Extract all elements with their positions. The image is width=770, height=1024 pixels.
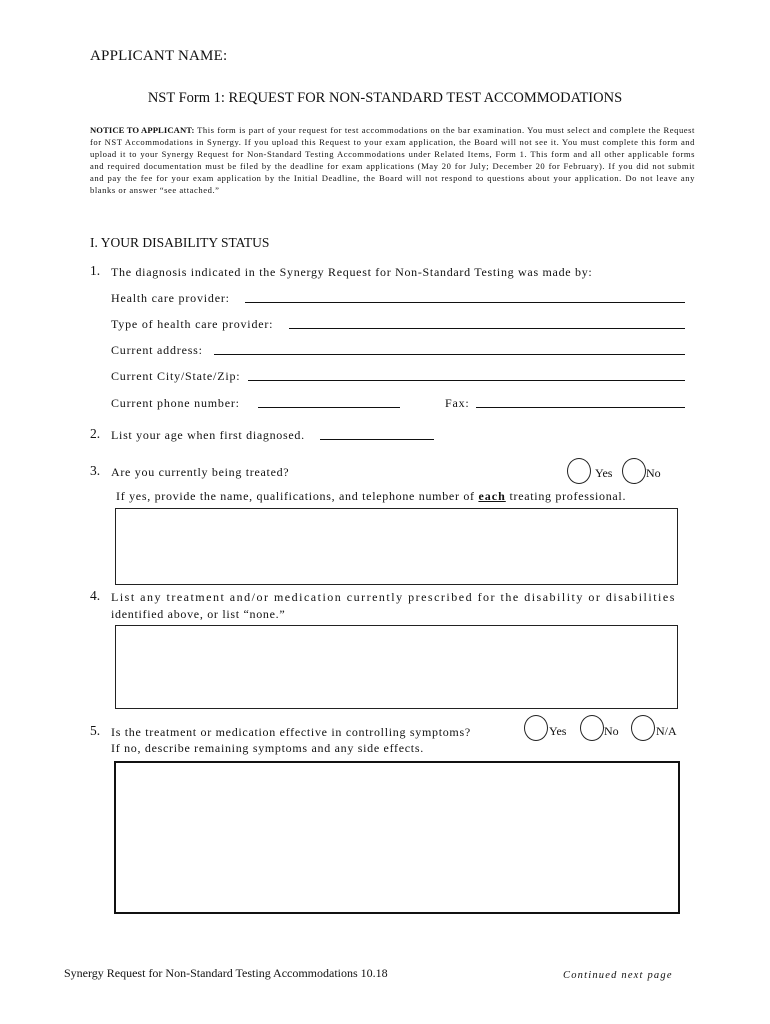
q5-yes-label: Yes xyxy=(549,724,567,738)
q1-number: 1. xyxy=(90,263,101,278)
q3-treating-professionals-box[interactable] xyxy=(115,508,678,585)
fax-label: Fax: xyxy=(445,396,470,410)
address-field[interactable] xyxy=(214,354,685,355)
age-field[interactable] xyxy=(320,439,434,440)
q3-number: 3. xyxy=(90,463,101,478)
provider-type-field[interactable] xyxy=(289,328,685,329)
q5-na-radio[interactable] xyxy=(631,715,655,741)
footer-form-id: Synergy Request for Non-Standard Testing Accommodations 10.18 xyxy=(64,966,388,980)
q5-yes-radio[interactable] xyxy=(524,715,548,741)
q5-na-label: N/A xyxy=(656,724,677,738)
section-title: I. YOUR DISABILITY STATUS xyxy=(90,235,270,250)
q5-followup: If no, describe remaining symptoms and any side effects. xyxy=(111,741,424,755)
q4-text-line2: identified above, or list “none.” xyxy=(111,607,286,621)
q1-text: The diagnosis indicated in the Synergy Request for Non-Standard Testing was made by: xyxy=(111,265,593,279)
address-label: Current address: xyxy=(111,343,203,357)
phone-label: Current phone number: xyxy=(111,396,240,410)
phone-field[interactable] xyxy=(258,407,400,408)
footer-continued: Continued next page xyxy=(563,970,673,981)
q4-text-line1: List any treatment and/or medication currently prescribed for the disability or disabilities xyxy=(111,590,676,604)
q3-no-radio[interactable] xyxy=(622,458,646,484)
q4-number: 4. xyxy=(90,588,101,603)
q3-followup-emphasis: each xyxy=(478,489,506,503)
city-state-zip-label: Current City/State/Zip: xyxy=(111,369,241,383)
q3-followup-after: treating professional. xyxy=(505,489,627,503)
q3-followup-before: If yes, provide the name, qualifications, and telephone number of xyxy=(116,489,479,503)
applicant-name-label: APPLICANT NAME: xyxy=(90,48,228,64)
q3-yes-radio[interactable] xyxy=(567,458,591,484)
q5-no-label: No xyxy=(604,724,619,738)
provider-type-label: Type of health care provider: xyxy=(111,317,274,331)
form-title: NST Form 1: REQUEST FOR NON-STANDARD TEST ACCOMMODATIONS xyxy=(147,90,623,106)
notice-lead: NOTICE TO APPLICANT: xyxy=(90,125,195,135)
q3-yes-label: Yes xyxy=(595,466,613,480)
provider-label: Health care provider: xyxy=(111,291,230,305)
q3-no-label: No xyxy=(646,466,661,480)
q5-text: Is the treatment or medication effective in controlling symptoms? xyxy=(111,725,471,739)
notice-body: This form is part of your request for test accommodations on the bar examination. You must select and complete the Request for NST Accommodations in Synergy. If you upload this Request to your exam application, the Board will not see it. You must complete this form and upload it to your Synergy Request for Non-Standard Testing Accommodations under Related Items, Form 1. This form and all other applicable forms and required documentation must be filed by the deadline for exam applications (May 20 for July; December 20 for February). If you did not submit and pay the fee for your exam application by the Initial Deadline, the Board will not respond to questions about your application. Do not leave any blanks or answer “see attached.” xyxy=(90,125,695,196)
notice-paragraph xyxy=(90,124,695,197)
city-state-zip-field[interactable] xyxy=(248,380,685,381)
fax-field[interactable] xyxy=(476,407,685,408)
q5-no-radio[interactable] xyxy=(580,715,604,741)
provider-field[interactable] xyxy=(245,302,685,303)
q5-symptoms-box[interactable] xyxy=(114,761,680,914)
q2-number: 2. xyxy=(90,426,101,441)
q3-followup xyxy=(116,489,626,504)
q5-number: 5. xyxy=(90,723,101,738)
q4-treatment-box[interactable] xyxy=(115,625,678,709)
q2-text: List your age when first diagnosed. xyxy=(111,428,305,442)
q3-text: Are you currently being treated? xyxy=(111,465,290,479)
